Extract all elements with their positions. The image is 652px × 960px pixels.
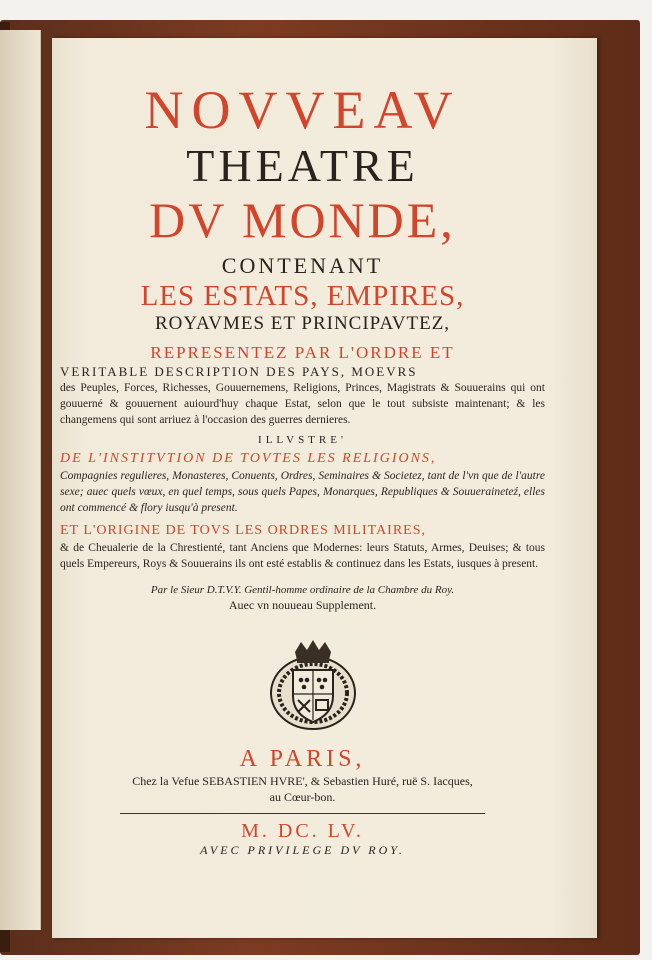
royal-arms-seal-icon xyxy=(263,638,363,733)
imprint-city: A PARIS, xyxy=(239,746,366,772)
title-line-7: REPRESENTEZ PAR L'ORDRE ET xyxy=(150,343,455,362)
imprint-privilege: AVEC PRIVILEGE DV ROY. xyxy=(200,843,405,857)
title-line-1: NOVVEAV xyxy=(144,80,461,140)
illustre-heading: ILLVSTRE' xyxy=(258,434,347,446)
page-gutter xyxy=(0,30,41,930)
imprint-year: M. DC. LV. xyxy=(241,820,364,842)
imprint-block xyxy=(60,746,545,858)
title-page-content xyxy=(60,80,545,613)
title-line-3: DV MONDE, xyxy=(149,192,456,248)
title-line-8: VERITABLE DESCRIPTION DES PAYS, MOEVRS xyxy=(60,364,418,379)
imprint-line-2: au Cœur-bon. xyxy=(269,790,336,804)
imprint-line-1: Chez la Vefue SEBASTIEN HVRE', & Sebastien Huré, ruë S. Iacques, xyxy=(132,774,473,788)
imprint-rule xyxy=(120,813,485,814)
description-text: des Peuples, Forces, Richesses, Gouuernemens, Religions, Princes, Magistrats & Souuerains qui ont gouuerné & gouuernent auiourd'huy chaque Estat, selon que le tout subsiste maintenant; & les changemens qui sont arriuez à l'occasion des guerres dernieres. xyxy=(60,382,545,426)
religions-heading: DE L'INSTITVTION DE TOVTES LES RELIGIONS, xyxy=(60,451,437,466)
title-line-5: LES ESTATS, EMPIRES, xyxy=(140,280,465,312)
militaires-text: & de Cheualerie de la Chrestienté, tant Anciens que Modernes: leurs Statuts, Armes, Deuises; & tous quels Empereurs, Roys & Souuerains ils ont esté establis & continuez dans les Estats, iusques à present. xyxy=(60,542,545,570)
religions-text: Compagnies regulieres, Monasteres, Conuents, Ordres, Seminaires & Societez, tant de l'vn que de l'autre sexe; auec quels vœux, en quel temps, sous quels Papes, Monarques, Republiques & Souueraineteź, elles ont commencé & flory iusqu'à present. xyxy=(60,470,545,514)
author-line: Par le Sieur D.T.V.Y. Gentil-homme ordinaire de la Chambre du Roy. xyxy=(150,584,455,596)
militaires-heading: ET L'ORIGINE DE TOVS LES ORDRES MILITAIRES, xyxy=(60,523,427,538)
title-line-2: THEATRE xyxy=(186,140,419,191)
title-line-6: ROYAVMES ET PRINCIPAVTEZ, xyxy=(154,313,451,334)
supplement-line: Auec vn nouueau Supplement. xyxy=(228,598,377,612)
title-line-4: CONTENANT xyxy=(221,253,384,278)
